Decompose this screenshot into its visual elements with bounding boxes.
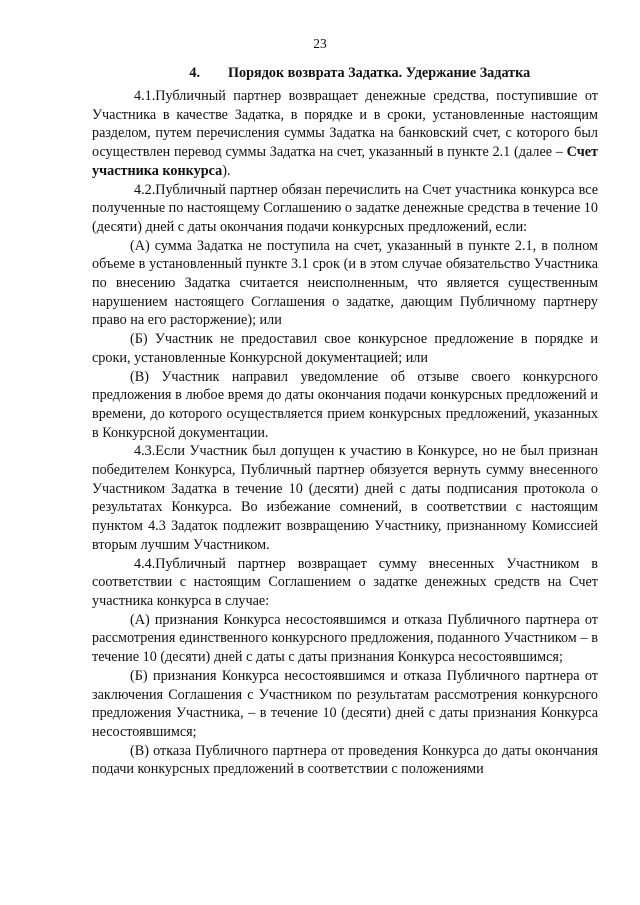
section-heading: [92, 65, 600, 82]
page-number: 23: [313, 36, 327, 51]
paragraph-4-1-text: 4.1.Публичный партнер возвращает денежные средства, поступившие от Участника в качестве Задатка, в порядке и в сроки, установленные настоящим разделом, путем перечисления суммы Задатка на банковский счет, с которого был осуществлен перевод суммы Задатка на счет, указанный в пункте 2.1 (далее –: [92, 88, 598, 161]
paragraph-4-4: 4.4.Публичный партнер возвращает сумму внесенных Участником в соответствии с настоящим Соглашением о задатке денежных средств на Счет участника конкурса в случае:: [92, 555, 598, 609]
paragraph-4-4-a: (А) признания Конкурса несостоявшимся и отказа Публичного партнера от рассмотрения единственного конкурсного предложения, поданного Участником – в течение 10 (десяти) дней с даты с даты признания Конкурса несостоявшимся;: [92, 611, 598, 666]
paragraph-4-2: 4.2.Публичный партнер обязан перечислить на Счет участника конкурса все полученные по настоящему Соглашению о задатке денежные средства в течение 10 (десяти) дней с даты окончания подачи конкурсных предложений, если:: [92, 181, 598, 235]
section-number: 4.: [189, 65, 200, 81]
paragraph-4-4-v: (В) отказа Публичного партнера от проведения Конкурса до даты окончания подачи конкурсных предложений в соответствии с положениями: [92, 742, 598, 778]
defined-term: Счет участника конкурса: [92, 144, 598, 179]
paragraph-4-2-b: (Б) Участник не предоставил свое конкурсное предложение в порядке и сроки, установленные Конкурсной документацией; или: [92, 331, 598, 366]
paragraph-4-1-end: ).: [222, 162, 231, 179]
paragraph-4-3: 4.3.Если Участник был допущен к участию в Конкурсе, но не был признан победителем Конкурса, Публичный партнер обязуется вернуть сумму внесенного Участником Задатка в течение 10 (десяти) дней с даты подписания протокола о результатах Конкурса. Во избежание сомнений, в соответствии с настоящим пунктом 4.3 Задаток подлежит возвращению Участнику, признанному Комиссией вторым лучшим Участником.: [92, 443, 598, 553]
document-body: [92, 87, 598, 779]
section-title: Порядок возврата Задатка. Удержание Задатка: [228, 65, 531, 81]
paragraph-4-1: [92, 87, 598, 181]
paragraph-4-2-a: (А) сумма Задатка не поступила на счет, указанный в пункте 2.1, в полном объеме в установленный пункте 3.1 срок (и в этом случае обязательство Участника по внесению Задатка считается неисполненным, что является существенным нарушением настоящего Соглашения о задатке, дающим Публичному партнеру право на его расторжение); или: [92, 237, 598, 329]
paragraph-4-4-b: (Б) признания Конкурса несостоявшимся и отказа Публичного партнера от заключения Соглашения с Участником по результатам рассмотрения конкурсного предложения Участника, – в течение 10 (десяти) дней с даты признания Конкурса несостоявшимся;: [92, 667, 598, 740]
paragraph-4-2-v: (В) Участник направил уведомление об отзыве своего конкурсного предложения в любое время до даты окончания подачи конкурсных предложений и времени, до которого осуществляется прием конкурсных предложений, указанных в Конкурсной документации.: [92, 368, 598, 441]
